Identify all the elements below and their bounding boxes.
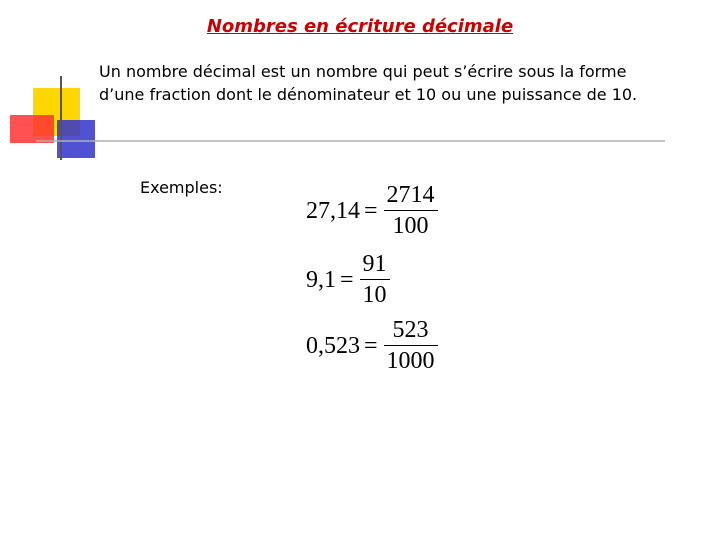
equals-sign: = [364, 332, 378, 359]
fraction-numerator: 2714 [386, 182, 435, 208]
fraction-denominator: 10 [362, 282, 387, 308]
fraction-denominator: 1000 [386, 348, 435, 374]
decimal-value: 0,523 [306, 332, 360, 359]
fraction [360, 252, 390, 307]
example-equation-3 [306, 318, 438, 373]
equals-sign: = [364, 197, 378, 224]
fraction [384, 318, 438, 373]
blue-square-shape [57, 120, 95, 158]
yellow-square-shape [33, 88, 80, 136]
fraction-numerator: 91 [362, 251, 387, 277]
example-equation-1 [306, 183, 438, 238]
decimal-value: 9,1 [306, 266, 336, 293]
fraction-numerator: 523 [392, 317, 429, 343]
decimal-value: 27,14 [306, 197, 360, 224]
example-equation-2 [306, 252, 390, 307]
fraction-denominator: 100 [392, 213, 429, 239]
intro-paragraph: Un nombre décimal est un nombre qui peut s’écrire sous la forme d’une fraction dont le dénominateur et 10 ou une puissance de 10. [99, 62, 638, 104]
examples-label: Exemples: [140, 178, 223, 197]
fraction [384, 183, 438, 238]
red-square-shape [10, 115, 54, 143]
slide-title: Nombres en écriture décimale [206, 16, 514, 37]
equals-sign: = [340, 266, 354, 293]
